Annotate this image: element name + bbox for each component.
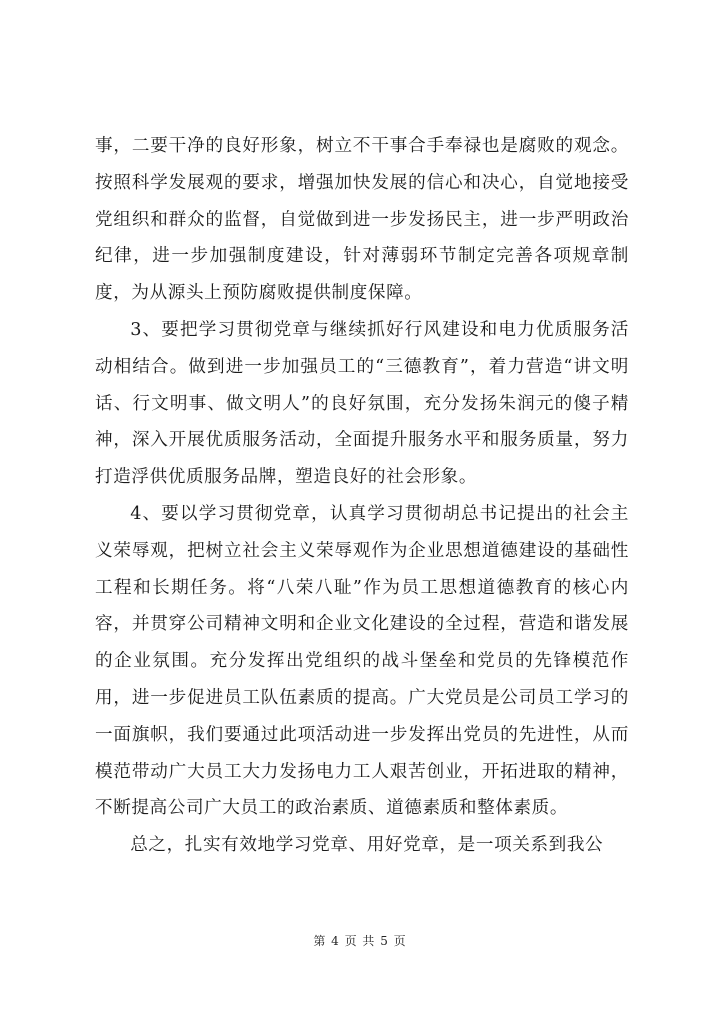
page-body bbox=[95, 128, 629, 864]
paragraph-item-3: 3、要把学习贯彻党章与继续抓好行风建设和电力优质服务活动相结合。做到进一步加强员工的“三德教育”，着力营造“讲文明话、行文明事、做文明人”的良好氛围，充分发扬朱润元的傻子精神，深入开展优质服务活动，全面提升服务水平和服务质量，努力打造浮供优质服务品牌，塑造良好的社会形象。 bbox=[95, 319, 629, 488]
page-number-footer: 第 4 页 共 5 页 bbox=[313, 934, 407, 948]
paragraph-conclusion: 总之，扎实有效地学习党章、用好党章，是一项关系到我公 bbox=[130, 835, 604, 856]
paragraph-item-4: 4、要以学习贯彻党章，认真学习贯彻胡总书记提出的社会主义荣辱观，把树立社会主义荣辱观作为企业思想道德建设的基础性工程和长期任务。将“八荣八耻”作为员工思想道德教育的核心内容，并贯穿公司精神文明和企业文化建设的全过程，营造和谐发展的企业氛围。充分发挥出党组织的战斗堡垒和党员的先锋模范作用，进一步促进员工队伍素质的提高。广大党员是公司员工学习的一面旗帜，我们要通过此项活动进一步发挥出党员的先进性，从而模范带动广大员工大力发扬电力工人艰苦创业，开拓进取的精神，不断提高公司广大员工的政治素质、道德素质和整体素质。 bbox=[95, 503, 629, 819]
paragraph-continuation: 事，二要干净的良好形象，树立不干事合手奉禄也是腐败的观念。按照科学发展观的要求，增强加快发展的信心和决心，自觉地接受党组织和群众的监督，自觉做到进一步发扬民主，进一步严明政治纪律，进一步加强制度建设，针对薄弱环节制定完善各项规章制度，为从源头上预防腐败提供制度保障。 bbox=[95, 136, 629, 304]
